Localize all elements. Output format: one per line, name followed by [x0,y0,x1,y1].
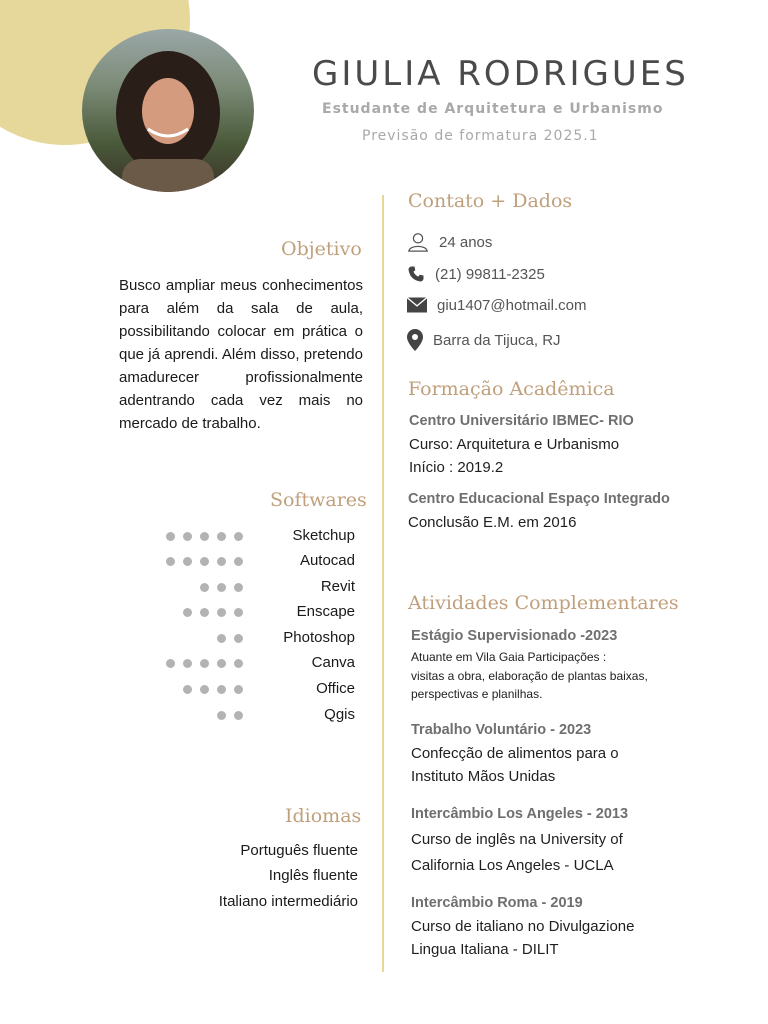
software-name: Revit [320,578,355,595]
candidate-subtitle: Estudante de Arquitetura e Urbanismo [322,101,664,117]
location-pin-icon [407,329,423,351]
software-row [150,578,355,598]
software-row [150,527,355,547]
activity-title: Intercâmbio Roma - 2019 [411,895,583,911]
contact-location [407,328,561,352]
language-item: Inglês fluente [268,867,358,884]
softwares-heading: Softwares [270,489,367,511]
skill-dot [166,557,175,566]
language-item: Português fluente [240,842,358,859]
skill-dot [217,557,226,566]
software-row [150,654,355,674]
activity-line: Atuante em Vila Gaia Participações : [411,650,607,664]
activity-line: perspectivas e planilhas. [411,687,543,701]
skill-dot [183,659,192,668]
languages-heading: Idiomas [285,805,362,827]
software-name: Canva [311,654,355,671]
skill-dot [234,583,243,592]
skill-level-dots [217,634,243,643]
language-item: Italiano intermediário [218,893,358,910]
contact-email [407,293,586,317]
activity-title: Trabalho Voluntário - 2023 [411,722,592,738]
phone-icon [407,264,425,284]
skill-dot [217,711,226,720]
contact-heading: Contato + Dados [408,190,573,212]
activity-line: California Los Angeles - UCLA [411,857,614,874]
activity-line: Curso de italiano no Divulgazione [411,918,635,935]
contact-phone [407,262,545,286]
activity-title: Estágio Supervisionado -2023 [411,628,618,644]
activity-line: Lingua Italiana - DILIT [411,941,559,958]
skill-dot [234,659,243,668]
skill-dot [217,608,226,617]
objective-heading: Objetivo [281,238,362,260]
education-school: Centro Universitário IBMEC- RIO [409,413,634,429]
email-text[interactable]: giu1407@hotmail.com [437,296,587,314]
skill-level-dots [183,608,243,617]
software-row [150,680,355,700]
activity-line: Curso de inglês na University of [411,831,623,848]
user-icon [407,231,429,253]
skill-dot [183,685,192,694]
skill-level-dots [217,711,243,720]
skill-dot [166,532,175,541]
skill-dot [217,583,226,592]
skill-dot [217,634,226,643]
skill-dot [183,608,192,617]
skill-dot [200,608,209,617]
skill-dot [234,711,243,720]
education-line: Início : 2019.2 [409,459,504,476]
skill-dot [200,532,209,541]
software-name: Qgis [324,706,355,723]
mail-icon [407,297,427,313]
software-name: Sketchup [292,527,355,544]
objective-text: Busco ampliar meus conhecimentos para além da sala de aula, possibilitando colocar em prática o que já aprendi. Além disso, pretendo amadurecer profissionalmente adentrando cada vez mais no mercado de trabalho. [119,277,363,432]
activity-title: Intercâmbio Los Angeles - 2013 [411,806,629,822]
skill-dot [234,532,243,541]
skill-dot [234,557,243,566]
activity-line: Instituto Mãos Unidas [411,768,556,785]
skill-dot [200,557,209,566]
contact-age [407,230,492,254]
skill-dot [234,634,243,643]
skill-dot [217,659,226,668]
software-name: Autocad [299,552,355,569]
skill-dot [183,532,192,541]
education-line: Conclusão E.M. em 2016 [408,514,577,531]
profile-photo [82,29,254,192]
skill-dot [234,608,243,617]
software-name: Enscape [296,603,355,620]
education-school: Centro Educacional Espaço Integrado [408,491,670,507]
skill-dot [166,659,175,668]
software-row [150,706,355,726]
skill-dot [200,659,209,668]
activity-line: Confecção de alimentos para o [411,745,619,762]
age-text: 24 anos [439,233,493,251]
skill-dot [234,685,243,694]
education-heading: Formação Acadêmica [408,378,615,400]
skill-dot [217,685,226,694]
skill-level-dots [200,583,243,592]
education-line: Curso: Arquitetura e Urbanismo [409,436,620,453]
activities-heading: Atividades Complementares [408,592,679,614]
software-name: Photoshop [283,629,355,646]
software-name: Office [316,680,355,697]
skill-dot [217,532,226,541]
graduation-forecast: Previsão de formatura 2025.1 [362,128,599,144]
software-row [150,629,355,649]
skill-level-dots [183,685,243,694]
candidate-name: GIULIA RODRIGUES [312,54,689,94]
skill-level-dots [166,532,243,541]
vertical-divider [382,195,384,972]
activity-line: visitas a obra, elaboração de plantas baixas, [411,669,648,683]
phone-text[interactable]: (21) 99811-2325 [435,265,545,283]
skill-dot [200,583,209,592]
skill-level-dots [166,659,243,668]
skill-dot [200,685,209,694]
location-text: Barra da Tijuca, RJ [433,331,561,349]
skill-level-dots [166,557,243,566]
skill-dot [183,557,192,566]
software-row [150,552,355,572]
software-row [150,603,355,623]
